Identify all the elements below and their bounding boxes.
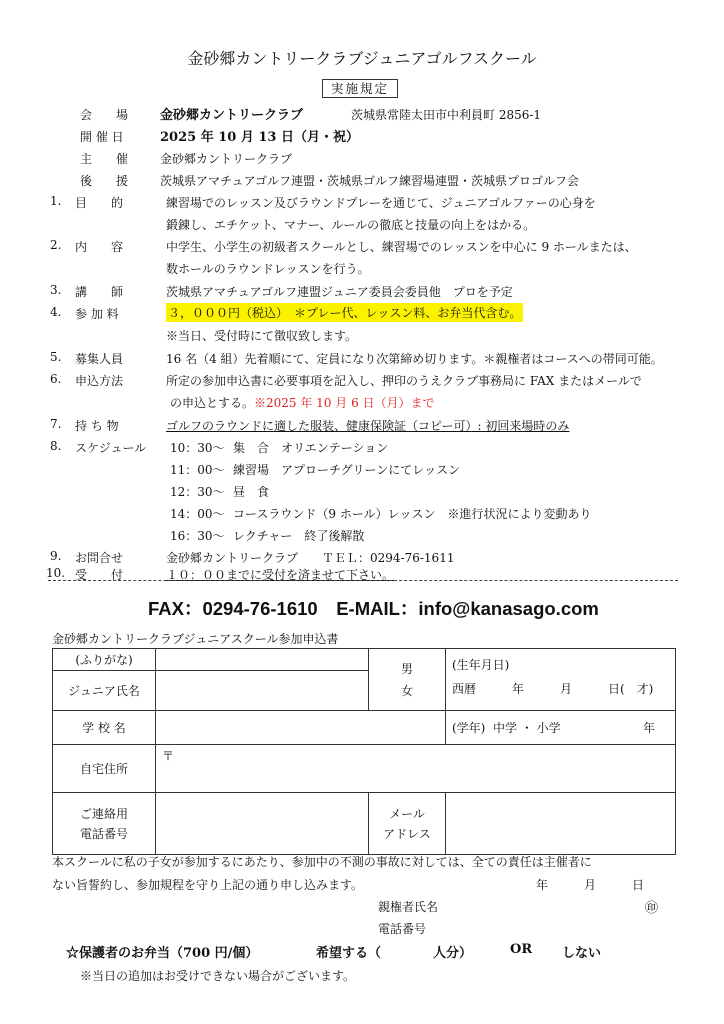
contact-fax-email: FAX：0294-76-1610 E-MAIL：info@kanasago.com [148, 598, 599, 619]
school-input[interactable] [156, 711, 446, 745]
item-7-clothing: ゴルフのラウンドに適した服装、 [166, 419, 347, 433]
birthdate-cell[interactable] [446, 649, 676, 711]
item-10-num: 10. [46, 566, 66, 580]
school-label: 学 校 名 [82, 721, 126, 735]
support-value: 茨城県アマチュアゴルフ連盟・茨城県ゴルフ練習場連盟・茨城県プロゴルフ会 [160, 174, 580, 188]
guardian-name-label: 親権者氏名 [378, 900, 439, 914]
gender-cell[interactable] [369, 649, 446, 711]
date-label: 開 催 日 [80, 130, 124, 144]
venue-name: 金砂郷カントリークラブ [160, 108, 304, 123]
item-10-label: 受 付 [75, 568, 124, 582]
item-8-num: 8. [50, 439, 62, 453]
schedule-text-4: コースラウンド（9 ホール）レッスン ※進行状況により変動あり [233, 507, 592, 521]
item-3-label: 講 師 [75, 285, 124, 299]
birthdate-fields: 西暦 年 月 日( 才) [452, 682, 654, 696]
lunch-want[interactable]: 希望する（ 人分） [316, 946, 473, 961]
schedule-text-3: 昼 食 [233, 485, 270, 499]
application-form-table [52, 648, 676, 855]
lunch-note: ※当日の追加はお受けできない場合がございます。 [80, 969, 356, 983]
support-label: 後 援 [80, 174, 129, 188]
furigana-input[interactable] [156, 649, 369, 671]
item-2-label: 内 容 [75, 240, 124, 254]
junior-name-label-cell [53, 671, 156, 711]
address-input[interactable] [156, 745, 676, 793]
furigana-label-cell [53, 649, 156, 671]
item-2-line1: 中学生、小学生の初級者スクールとし、練習場でのレッスンを中心に 9 ホールまたは、 [166, 240, 637, 254]
item-7-insurance: 健康保険証（コピー可）: 初回来場時のみ [346, 419, 570, 433]
item-9-line1: 金砂郷カントリークラブ ＴＥＬ：0294-76-1611 [166, 551, 455, 565]
item-1-label: 目 的 [75, 196, 124, 210]
form-heading: 金砂郷カントリークラブジュニアスクール参加申込書 [52, 632, 339, 646]
item-2-line2: 数ホールのラウンドレッスンを行う。 [166, 262, 370, 276]
schedule-time-5: 16：30～ [170, 529, 225, 543]
host-label: 主 催 [80, 152, 129, 166]
item-5-num: 5. [50, 350, 62, 364]
email-input[interactable] [446, 793, 676, 855]
phone-label-2: 電話番号 [79, 826, 128, 841]
grade-options: 中学 ・ 小学 [493, 721, 561, 735]
item-4-label: 参 加 料 [75, 307, 119, 321]
schedule-time-2: 11：00～ [170, 463, 225, 477]
item-6-label: 申込方法 [75, 374, 124, 388]
pledge-line-1: 本スクールに私の子女が参加するにあたり、参加中の不測の事故に対しては、全ての責任は主催者に [52, 855, 592, 869]
schedule-time-3: 12：30～ [170, 485, 225, 499]
item-7-label: 持 ち 物 [75, 419, 119, 433]
item-5-label: 募集人員 [75, 352, 124, 366]
item-2-num: 2. [50, 238, 62, 252]
item-1-num: 1. [50, 194, 62, 208]
item-4-line2: ※当日、受付時にて徴収致します。 [166, 329, 358, 343]
email-label-cell [369, 793, 446, 855]
venue-address: 茨城県常陸太田市中利員町 2856-1 [351, 108, 542, 122]
grade-cell[interactable] [446, 711, 676, 745]
gender-male[interactable]: 男 [400, 661, 413, 676]
grade-unit: 年 [642, 721, 655, 735]
item-5-line1: 16 名（4 組）先着順にて、定員になり次第締め切ります。＊親権者はコースへの帯同可能。 [166, 352, 663, 366]
pledge-line-2: ない旨誓約し、参加規程を守り上記の通り申し込みます。 [52, 878, 364, 892]
item-9-label: お問合せ [75, 551, 124, 565]
seal-mark: ㊞ [645, 901, 659, 916]
fee-highlight: ３，０００円（税込） ＊プレー代、レッスン料、お弁当代含む。 [166, 303, 523, 322]
pledge-date-fields: 年 月 日 [536, 878, 645, 892]
schedule-time-1: 10：30～ [170, 441, 225, 455]
junior-name-label: ジュニア氏名 [68, 684, 140, 698]
guardian-phone-label: 電話番号 [378, 922, 427, 936]
phone-label-cell [53, 793, 156, 855]
date-value: 2025 年 10 月 13 日（月・祝） [160, 130, 359, 145]
school-label-cell [53, 711, 156, 745]
grade-label: (学年) [452, 721, 486, 735]
address-label-cell [53, 745, 156, 793]
lunch-no[interactable]: しない [562, 946, 602, 961]
phone-label-1: ご連絡用 [79, 806, 128, 821]
item-3-line1: 茨城県アマチュアゴルフ連盟ジュニア委員会委員他 プロを予定 [166, 285, 513, 299]
venue-label: 会 場 [80, 108, 129, 122]
section-subtitle: 実施規定 [322, 79, 398, 98]
lunch-label: ☆保護者のお弁当（700 円/個） [66, 946, 259, 961]
item-6-line1: 所定の参加申込書に必要事項を記入し、押印のうえクラブ事務局に FAX またはメールで [166, 374, 642, 388]
item-6-num: 6. [50, 372, 62, 386]
item-3-num: 3. [50, 283, 62, 297]
furigana-label: (ふりがな) [75, 653, 133, 667]
item-10-line1: １０：００までに受付を済ませて下さい。 [166, 568, 395, 582]
phone-input[interactable] [156, 793, 369, 855]
item-8-label: スケジュール [75, 441, 147, 455]
item-9-num: 9. [50, 549, 62, 563]
item-4-num: 4. [50, 305, 62, 319]
item-1-line1: 練習場でのレッスン及びラウンドプレーを通じて、ジュニアゴルファーの心身を [166, 196, 596, 210]
lunch-or: OR [510, 942, 533, 957]
schedule-text-5: レクチャー 終了後解散 [233, 529, 365, 543]
postal-mark: 〒 [162, 749, 175, 763]
item-6-line2 [170, 394, 435, 411]
schedule-time-4: 14：00～ [170, 507, 225, 521]
address-label: 自宅住所 [79, 762, 128, 776]
deadline-text: ※2025 年 10 月 6 日（月）まで [254, 396, 435, 410]
birthdate-label: (生年月日) [452, 658, 510, 672]
host-value: 金砂郷カントリークラブ [160, 152, 293, 166]
item-1-line2: 鍛錬し、エチケット、マナー、ルールの徹底と技量の向上をはかる。 [166, 218, 536, 232]
item-6-line2-text: の申込とする。 [170, 396, 255, 410]
item-7-num: 7. [50, 417, 62, 431]
junior-name-input[interactable] [156, 671, 369, 711]
email-label-1: メール [389, 806, 425, 821]
cut-line [48, 580, 678, 581]
gender-female[interactable]: 女 [400, 683, 413, 698]
page-title: 金砂郷カントリークラブジュニアゴルフスクール [187, 49, 537, 68]
schedule-text-2: 練習場 アプローチグリーンにてレッスン [233, 463, 461, 477]
item-7-line1 [166, 417, 569, 434]
schedule-text-1: 集 合 オリエンテーション [233, 441, 389, 455]
email-label-2: アドレス [383, 826, 431, 841]
